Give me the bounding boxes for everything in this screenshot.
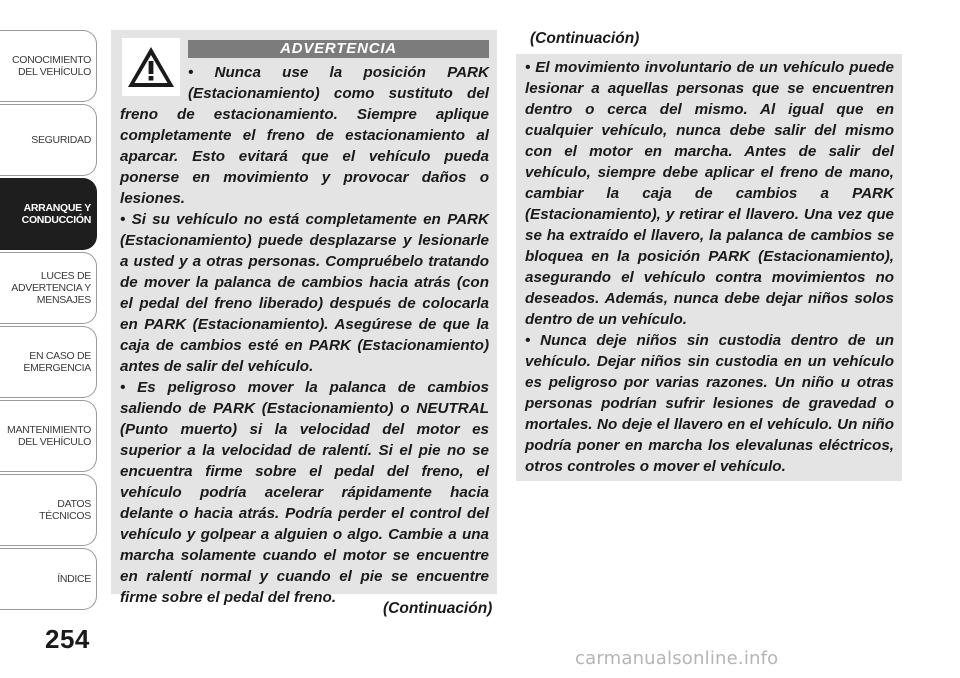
tab-seguridad[interactable] <box>0 104 97 176</box>
tab-en-caso-de-emergencia[interactable] <box>0 326 97 398</box>
tab-label: LUCES DE ADVERTENCIA Y MENSAJES <box>11 270 91 306</box>
tab-label: EN CASO DE EMERGENCIA <box>23 350 91 374</box>
warning-header: ADVERTENCIA <box>188 40 489 58</box>
warning-paragraph: • Nunca use la posición PARK (Estacionamiento) como sustituto del freno de estacionamiento. Siempre aplique completamente el freno de estacionamiento al aparcar. Esto evitará que el vehículo pueda ponerse en movimiento y provocar daños o lesiones. <box>120 64 489 207</box>
tab-datos-tecnicos[interactable] <box>0 474 97 546</box>
tab-label: MANTENIMIENTO DEL VEHÍCULO <box>7 424 91 448</box>
tab-mantenimiento-del-vehiculo[interactable] <box>0 400 97 472</box>
warning-paragraph: • Es peligroso mover la palanca de cambios saliendo de PARK (Estacionamiento) o NEUTRAL (Punto muerto) si la velocidad del motor es superior a la velocidad de ralentí. Si el pie no se encuentra firme sobre el pedal del freno, el vehículo podría acelerar rápidamente hacia delante o hacia atrás. Podría perder el control del vehículo y golpear a alguien o algo. Cambie a una marcha solamente cuando el motor se encuentre en ralentí normal y cuando el pie se encuentre firme sobre el pedal del freno. <box>120 379 489 606</box>
tab-label: CONOCIMIENTO DEL VEHÍCULO <box>11 54 91 78</box>
warning-box <box>111 30 497 606</box>
watermark: carmanualsonline.info <box>575 648 779 669</box>
continuation-heading: (Continuación) <box>530 30 640 47</box>
warning-paragraph: • Nunca deje niños sin custodia dentro de un vehículo. Dejar niños sin custodia en un vehículo es peligroso por varias razones. Un niño u otras personas podrían sufrir lesiones de gravedad o mortales. No deje el llavero en el vehículo. Un niño podría poner en marcha los elevalunas eléctricos, otros controles o mover el vehículo. <box>525 332 894 475</box>
warning-paragraph: • Si su vehículo no está completamente en PARK (Estacionamiento) puede desplazarse y lesionarle a usted y a otras personas. Compruébelo tratando de mover la palanca de cambios hacia atrás (con el pedal del freno liberado) después de colocarla en PARK (Estacionamiento). Asegúrese de que la caja de cambios esté en PARK (Estacionamiento) antes de salir del vehículo. <box>120 211 489 375</box>
warning-continuation-box <box>516 54 902 481</box>
tab-label: DATOS TÉCNICOS <box>39 498 91 522</box>
tab-conocimiento-del-vehiculo[interactable] <box>0 30 97 102</box>
tab-label: ÍNDICE <box>57 573 91 585</box>
tab-arranque-y-conduccion[interactable] <box>0 178 97 250</box>
tab-label: ARRANQUE Y CONDUCCIÓN <box>21 202 91 226</box>
tab-indice[interactable] <box>0 548 97 610</box>
tab-luces-de-advertencia[interactable] <box>0 252 97 324</box>
warning-triangle-icon <box>122 38 180 96</box>
warning-paragraph: • El movimiento involuntario de un vehículo puede lesionar a aquellas personas que se encuentren dentro o cerca del mismo. Al igual que en cualquier vehículo, nunca debe salir del mismo con el motor en marcha. Antes de salir del vehículo, siempre debe aplicar el freno de mano, cambiar la caja de cambios a PARK (Estacionamiento), y retirar el llavero. Una vez que se ha extraído el llavero, la palanca de cambios se bloquea en la posición PARK (Estacionamiento), asegurando el vehículo contra movimientos no deseados. Además, nunca debe dejar niños solos dentro de un vehículo. <box>525 59 894 328</box>
tab-label: SEGURIDAD <box>31 134 91 146</box>
continued-label: (Continuación) <box>383 600 493 617</box>
page-number: 254 <box>45 624 90 654</box>
